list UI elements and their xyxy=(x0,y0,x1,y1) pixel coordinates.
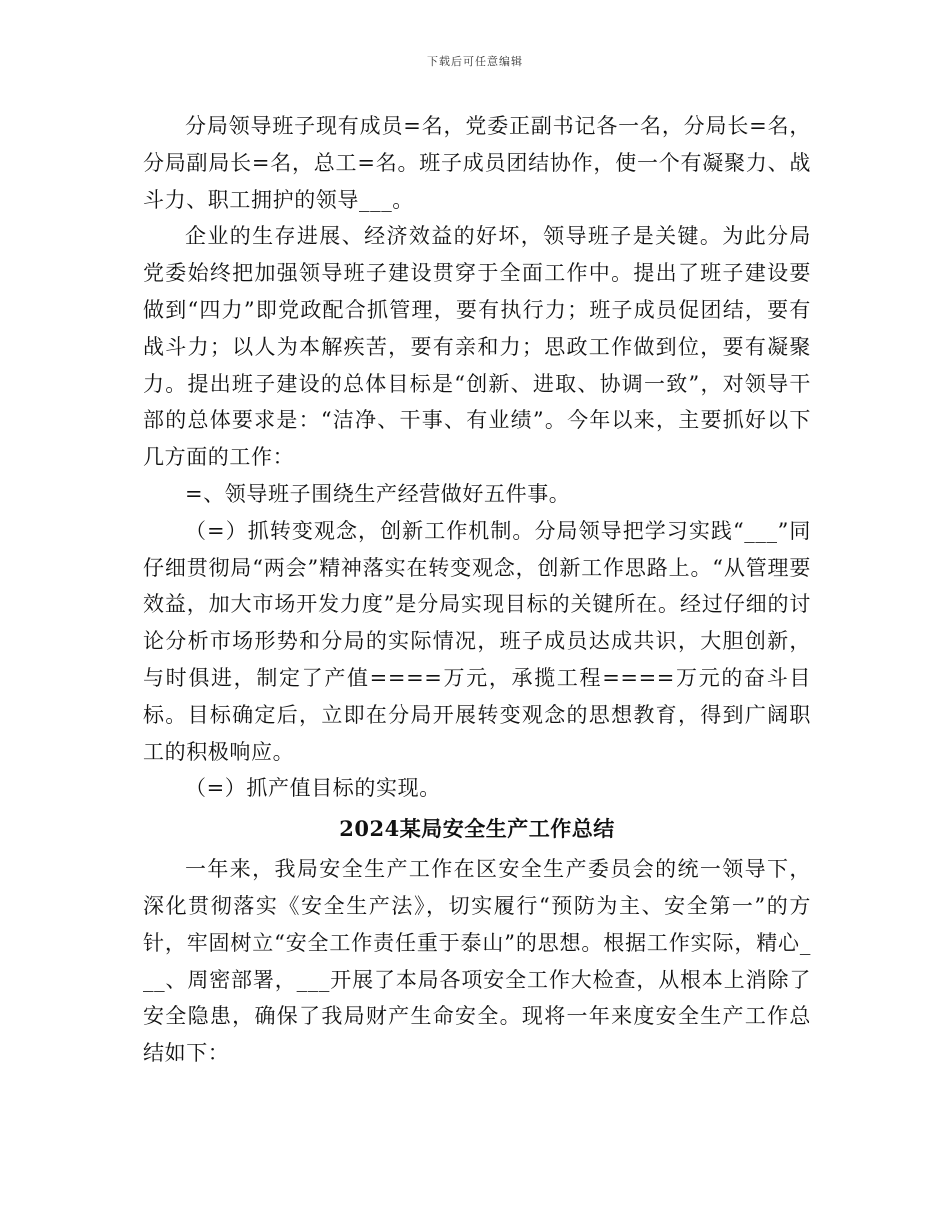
section-title: 2024某局安全生产工作总结 xyxy=(339,816,615,842)
paragraph-output-target: （=）抓产值目标的实现。 xyxy=(185,776,441,801)
paragraph-change-concepts: （=）抓转变观念，创新工作机制。分局领导把学习实践“___”同仔细贯彻局“两会”精神落实在转变观念，创新工作思路上。“从管理要效益，加大市场开发力度”是分局实现目标的关键所在。经过仔细的讨论分析市场形势和分局的实际情况，班子成员达成共识，大胆创新，与时俱进，制定了产值====万元，承揽工程====万元的奋斗目标。目标确定后，立即在分局开展转变观念的思想教育，得到广阔职工的积极响应。 xyxy=(143,518,811,764)
document-body xyxy=(143,108,811,1072)
paragraph-leadership-importance: 企业的生存进展、经济效益的好坏，领导班子是关键。为此分局党委始终把加强领导班子建设贯穿于全面工作中。提出了班子建设要做到“四力”即党政配合抓管理，要有执行力；班子成员促团结，要有战斗力；以人为本解疾苦，要有亲和力；思政工作做到位，要有凝聚力。提出班子建设的总体目标是“创新、进取、协调一致”，对领导干部的总体要求是：“洁净、干事、有业绩”。今年以来，主要抓好以下几方面的工作： xyxy=(143,224,811,470)
paragraph-leadership-members: 分局领导班子现有成员=名，党委正副书记各一名，分局长=名，分局副局长=名，总工=名。班子成员团结协作，使一个有凝聚力、战斗力、职工拥护的领导___。 xyxy=(143,114,811,212)
page-header: 下载后可任意编辑 xyxy=(427,55,523,68)
paragraph-safety-summary: 一年来，我局安全生产工作在区安全生产委员会的统一领导下，深化贯彻落实《安全生产法》，切实履行“预防为主、安全第一”的方针，牢固树立“安全工作责任重于泰山”的思想。根据工作实际，精心___、周密部署，___开展了本局各项安全工作大检查，从根本上消除了安全隐患，确保了我局财产生命安全。现将一年来度安全生产工作总结如下： xyxy=(143,857,811,1066)
paragraph-five-tasks: =、领导班子围绕生产经营做好五件事。 xyxy=(185,481,571,506)
